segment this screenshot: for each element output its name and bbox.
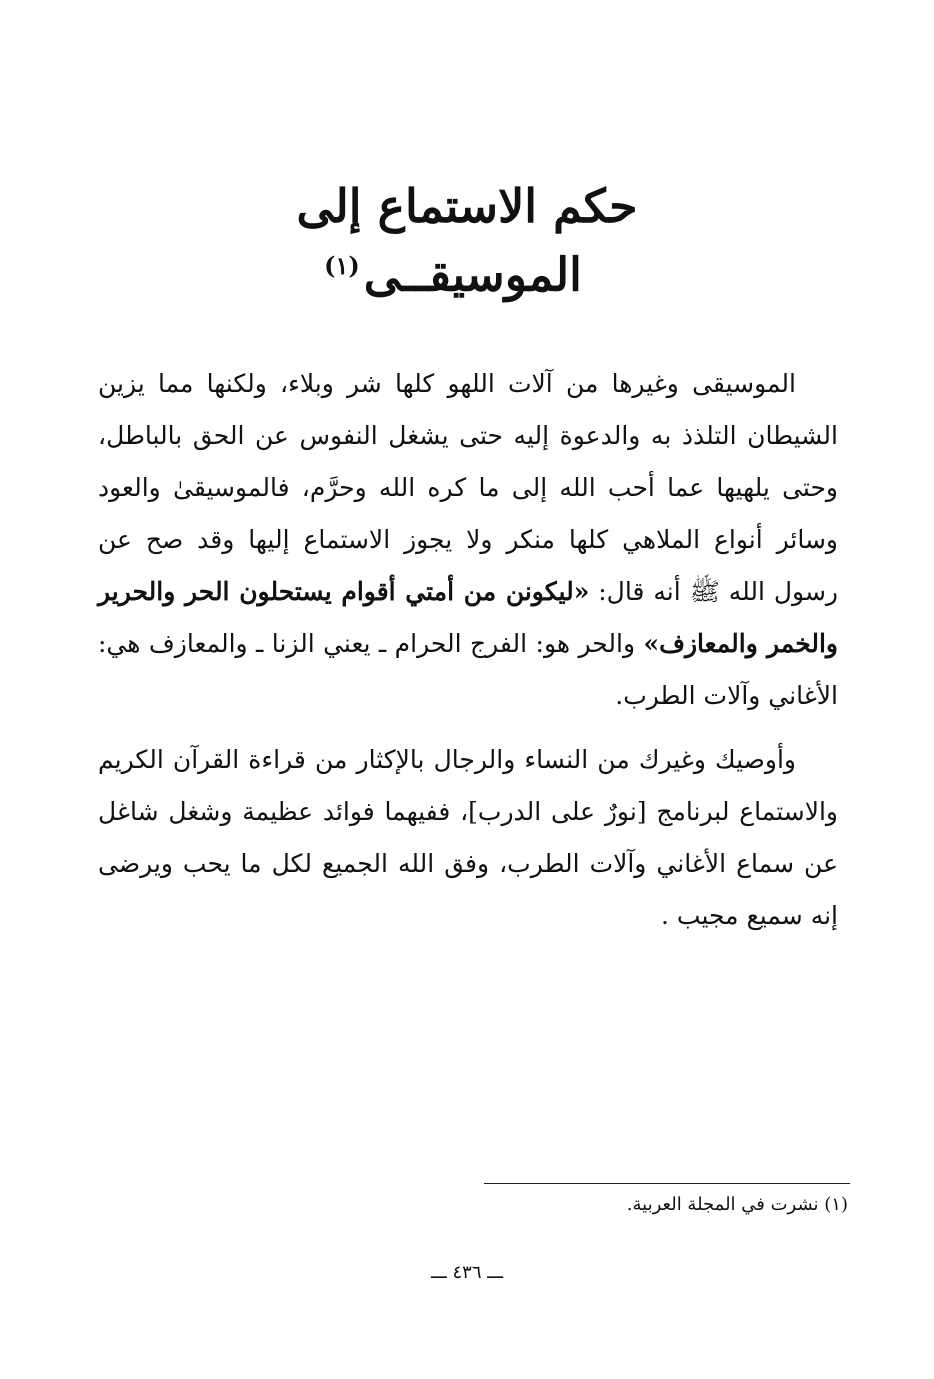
page-number: ـــ ٤٣٦ ـــ <box>430 1262 504 1283</box>
title-line-1: حكم الاستماع إلى <box>296 179 638 233</box>
paragraph-2: وأوصيك وغيرك من النساء والرجال بالإكثار من قراءة القرآن الكريم والاستماع لبرنامج [نورٌ على الدرب]، ففيهما فوائد عظيمة وشغل شاغل عن سماع الأغاني وآلات الطرب، وفق الله الجميع لكل ما يحب ويرضى إنه سميع مجيب . <box>98 745 838 930</box>
paragraph-1 <box>98 358 838 722</box>
page-title <box>0 176 934 304</box>
title-line-2 <box>0 236 920 304</box>
title-line-2-text: الموسيقــى <box>363 247 582 302</box>
paragraph-1-text-b: والحر هو: الفرج الحرام ـ يعني الزنا ـ والمعازف هي: الأغاني وآلات الطرب. <box>98 629 838 710</box>
hadith-quote: «ليكونن من أمتي أقوام يستحلون الحر والحرير والخمر والمعازف» <box>98 577 839 658</box>
footnote-marker: (١) <box>324 251 360 280</box>
footnote-divider <box>484 1183 850 1184</box>
paragraph-1-text-a: الموسيقى وغيرها من آلات اللهو كلها شر وبلاء، ولكنها مما يزين الشيطان التلذذ به والدعوة إليه حتى يشغل النفوس عن الحق بالباطل، وحتى يلهيها عما أحب الله إلى ما كره الله وحرَّم، فالموسيقىٰ والعود وسائر أنواع الملاهي كلها منكر ولا يجوز الاستماع إليها وقد صح عن رسول الله ﷺ أنه قال: <box>98 369 838 606</box>
footnote: (١) نشرت في المجلة العربية. <box>626 1194 848 1215</box>
article-body <box>98 358 838 954</box>
